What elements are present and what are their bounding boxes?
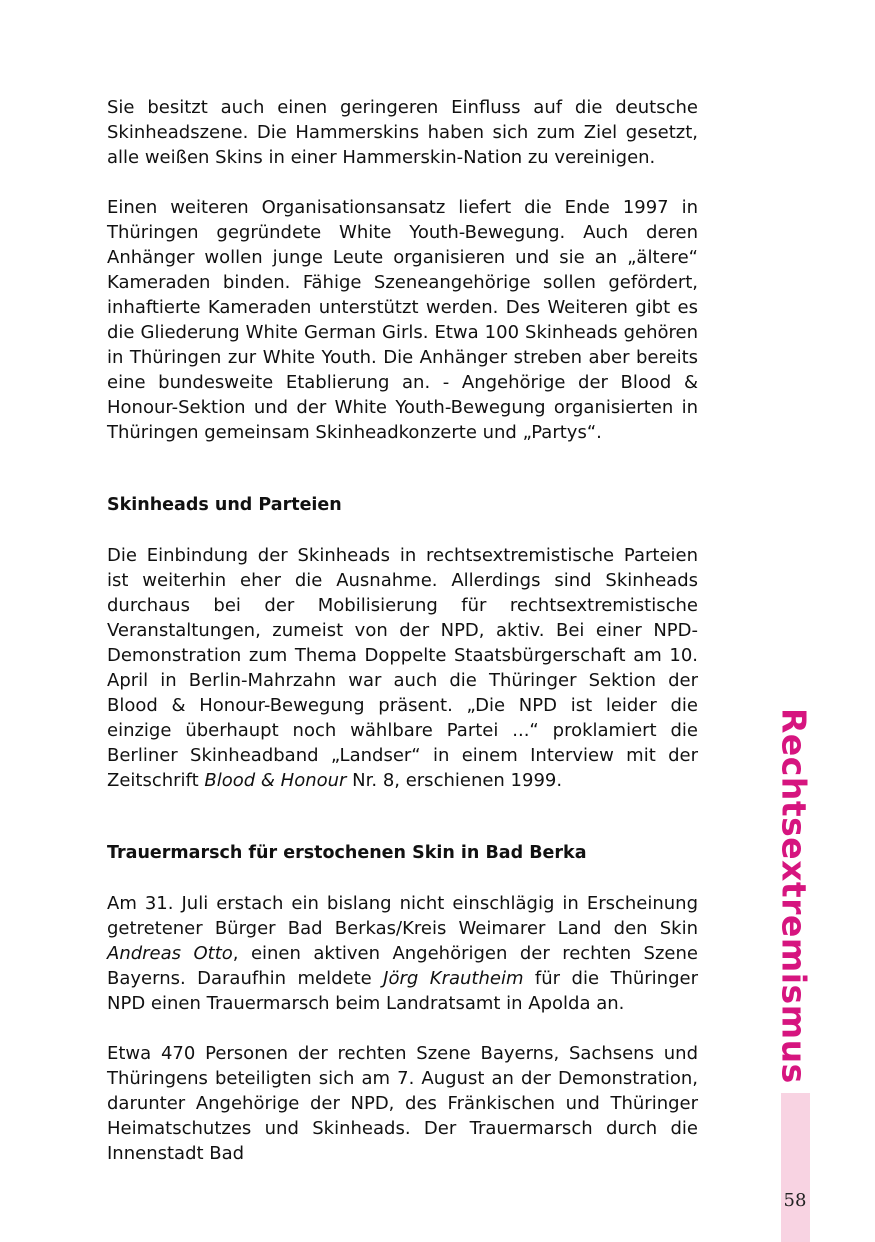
- paragraph-parteien-text: Die Einbindung der Skinheads in rechtsextremistische Parteien ist weiterhin eher die Ausnahme. Allerdings sind Skinheads durchaus bei der Mobilisierung für rechtsextremistische Veranstaltungen, zumeist von der NPD, aktiv. Bei einer NPD-Demonstration zum Thema Doppelte Staatsbürgerschaft am 10. April in Berlin-Mahrzahn war auch die Thüringer Sektion der Blood & Honour-Bewegung präsent. „Die NPD ist leider die einzige überhaupt noch wählbare Partei ...“ proklamiert die Berliner Skinheadband „Landser“ in einem Interview mit der Zeitschrift: [107, 545, 698, 791]
- paragraph-parteien: [107, 543, 698, 793]
- paragraph-bad-berka-a: Am 31. Juli erstach ein bislang nicht einschlägig in Erscheinung getretener Bürger Bad Berkas/Kreis Weimarer Land den Skin: [107, 893, 698, 939]
- page-tab: [781, 1093, 810, 1242]
- paragraph-bad-berka: [107, 891, 698, 1016]
- magazine-title: Blood & Honour: [204, 770, 347, 791]
- paragraph-white-youth: Einen weiteren Organisationsansatz liefert die Ende 1997 in Thüringen gegründete White Youth-Bewegung. Auch deren Anhänger wollen junge Leute organisieren und sie an „ältere“ Kameraden binden. Fähige Szeneangehörige sollen gefördert, inhaftierte Kameraden unterstützt werden. Des Weiteren gibt es die Gliederung White German Girls. Etwa 100 Skinheads gehören in Thüringen zur White Youth. Die Anhänger streben aber bereits eine bundesweite Etablierung an. - Angehörige der Blood & Honour-Sektion und der White Youth-Bewegung organisierten in Thüringen gemeinsam Skinheadkonzerte und „Partys“.: [107, 197, 698, 443]
- heading-skinheads-und-parteien: Skinheads und Parteien: [107, 495, 342, 515]
- paragraph-hammerskins: Sie besitzt auch einen geringeren Einfluss auf die deutsche Skinheadszene. Die Hammerskins haben sich zum Ziel gesetzt, alle weißen Skins in einer Hammerskin-Nation zu vereinigen.: [107, 97, 698, 168]
- name-andreas-otto: Andreas Otto: [107, 943, 233, 964]
- heading-trauermarsch: Trauermarsch für erstochenen Skin in Bad Berka: [107, 843, 587, 863]
- paragraph-parteien-end: Nr. 8, erschienen 1999.: [346, 770, 563, 791]
- page-body: [107, 95, 698, 1166]
- paragraph-bad-berka-c: für die Thüringer NPD einen Trauermarsch beim Landratsamt in Apolda an.: [107, 968, 698, 1014]
- name-joerg-krautheim: Jörg Krautheim: [383, 968, 524, 989]
- section-title-text: Rechtsextremismus: [774, 708, 814, 1084]
- paragraph-bad-berka-b: , einen aktiven Angehörigen der rechten Szene Bayerns. Daraufhin meldete: [107, 943, 698, 989]
- page-number: 58: [783, 1190, 807, 1211]
- paragraph-demonstration: Etwa 470 Personen der rechten Szene Bayerns, Sachsens und Thüringens beteiligten sich am 7. August an der Demonstration, darunter Angehörige der NPD, des Fränkischen und Thüringer Heimatschutzes und Skinheads. Der Trauermarsch durch die Innenstadt Bad: [107, 1043, 698, 1164]
- section-title-vertical: [768, 708, 820, 1084]
